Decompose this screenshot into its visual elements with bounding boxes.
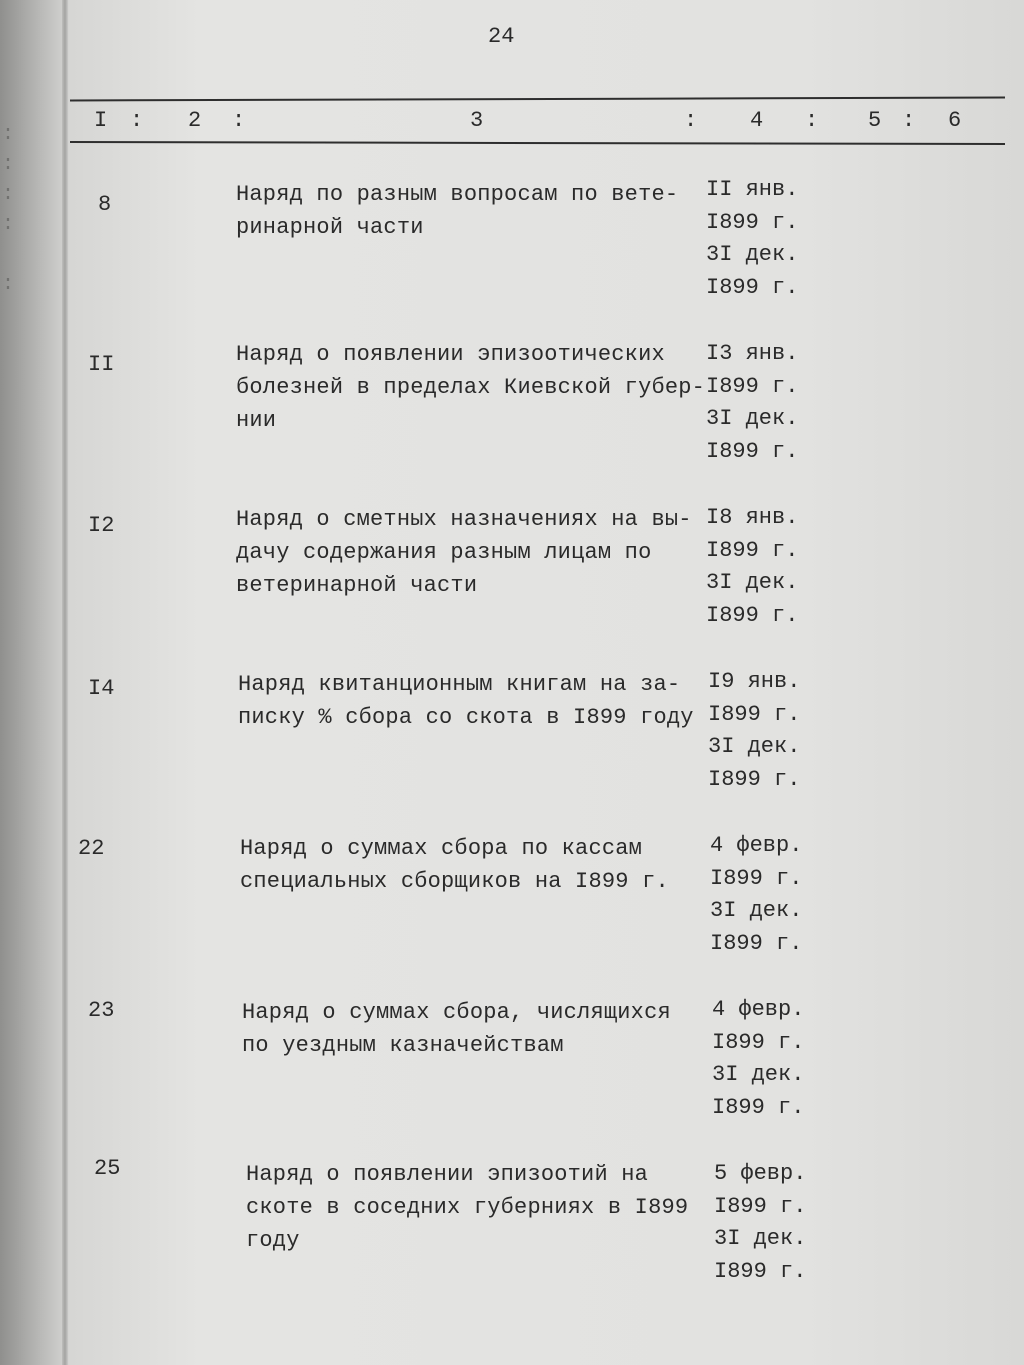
header-col-5: 5 <box>868 108 882 133</box>
entry-description: Наряд о суммах сбора, числящихся по уездным казначействам <box>242 1000 671 1058</box>
header-sep-1: : <box>130 108 144 133</box>
header-col-6: 6 <box>948 108 962 133</box>
header-sep-2: : <box>232 108 246 133</box>
entry-description: Наряд по разным вопросам по вете- ринарной части <box>236 182 679 240</box>
header-sep-5: : <box>902 108 916 133</box>
entry-number: 22 <box>78 836 105 861</box>
header-col-2: 2 <box>188 108 202 133</box>
entry-dates: 4 февр. I899 г. 3I дек. I899 г. <box>710 833 803 956</box>
entry-dates: 4 февр. I899 г. 3I дек. I899 г. <box>712 997 805 1120</box>
entry-number: I4 <box>88 676 115 701</box>
entry-number: I2 <box>88 513 115 538</box>
entry-dates: I3 янв. I899 г. 3I дек. I899 г. <box>706 341 799 464</box>
page-number: 24 <box>488 24 515 49</box>
header-top-rule <box>70 97 1005 102</box>
entry-number: 25 <box>94 1156 121 1181</box>
header-col-1: I <box>94 108 108 133</box>
header-bottom-rule <box>70 141 1005 145</box>
entry-number: 8 <box>98 192 112 217</box>
entry-dates: I8 янв. I899 г. 3I дек. I899 г. <box>706 505 799 628</box>
header-col-3: 3 <box>470 108 484 133</box>
header-sep-3: : <box>684 108 698 133</box>
entry-dates: 5 февр. I899 г. 3I дек. I899 г. <box>714 1161 807 1284</box>
header-sep-4: : <box>805 108 819 133</box>
margin-marks: : : : : : <box>2 123 15 296</box>
entry-description: Наряд о появлении эпизоотий на скоте в соседних губерниях в I899 году <box>246 1162 689 1253</box>
header-col-4: 4 <box>750 108 764 133</box>
entry-description: Наряд о суммах сбора по кассам специальных сборщиков на I899 г. <box>240 836 669 894</box>
entry-number: 23 <box>88 998 115 1023</box>
entry-description: Наряд квитанционным книгам на за- писку % сбора со скота в I899 году <box>238 672 694 730</box>
entry-dates: I9 янв. I899 г. 3I дек. I899 г. <box>708 669 801 792</box>
entry-dates: II янв. I899 г. 3I дек. I899 г. <box>706 177 799 300</box>
entry-number: II <box>88 352 115 377</box>
entry-description: Наряд о появлении эпизоотических болезней в пределах Киевской губер- нии <box>236 342 706 433</box>
binding-fold <box>62 0 68 1365</box>
entry-description: Наряд о сметных назначениях на вы- дачу содержания разным лицам по ветеринарной части <box>236 507 692 598</box>
